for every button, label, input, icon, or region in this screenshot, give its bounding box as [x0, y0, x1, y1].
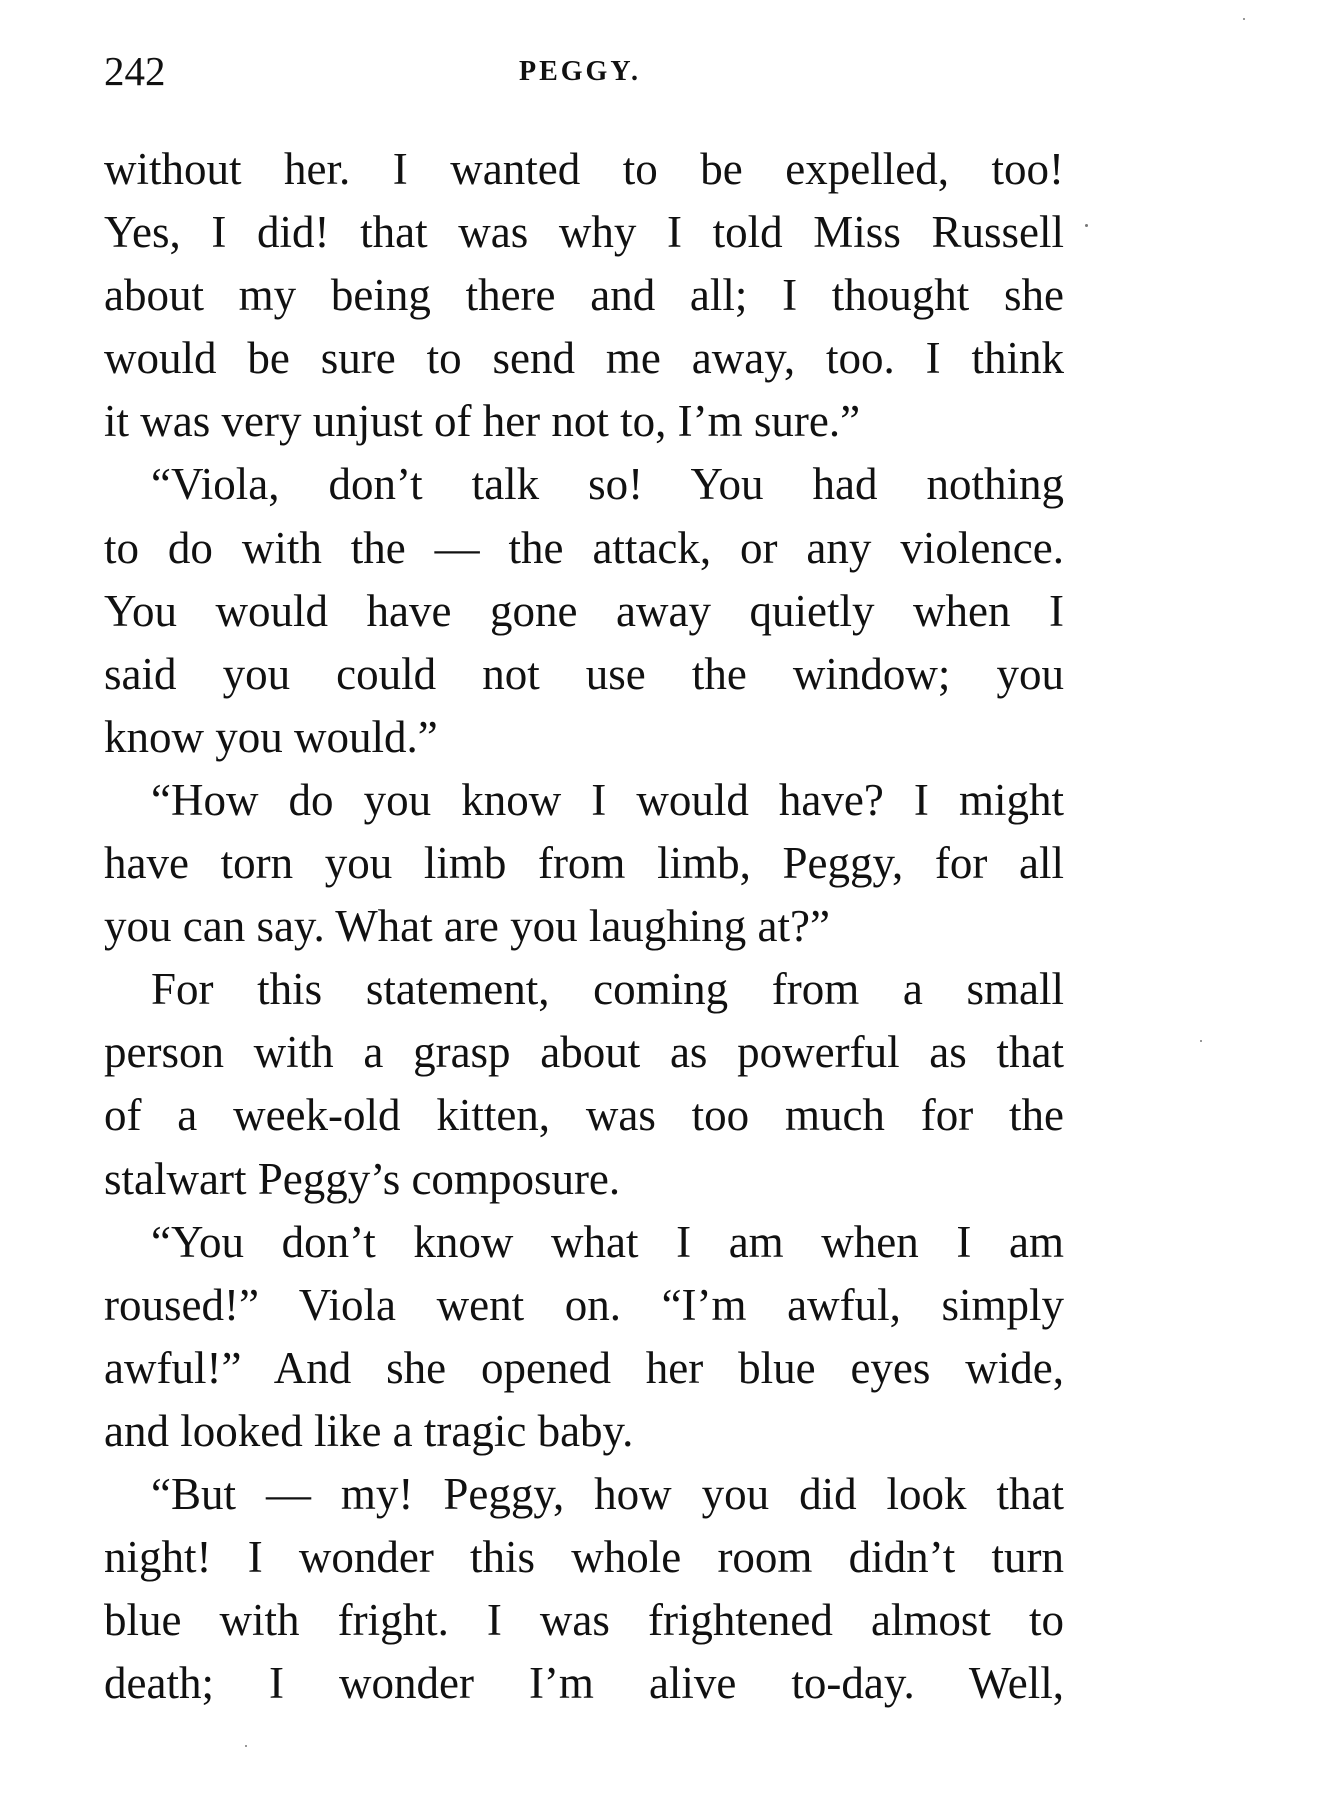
- text-line: death; I wonder I’m alive to-day. Well,: [104, 1658, 1064, 1709]
- text-line: stalwart Peggy’s composure.: [104, 1153, 621, 1204]
- text-line: about my being there and all; I thought she: [104, 270, 1064, 321]
- text-line: awful!” And she opened her blue eyes wide,: [104, 1342, 1064, 1393]
- text-line: said you could not use the window; you: [104, 648, 1064, 699]
- text-line: you can say. What are you laughing at?”: [104, 901, 830, 952]
- paper-speck: [1243, 18, 1245, 20]
- text-line: “You don’t know what I am when I am: [151, 1216, 1064, 1267]
- text-line: “But — my! Peggy, how you did look that: [151, 1468, 1064, 1519]
- text-line: it was very unjust of her not to, I’m sure.”: [104, 396, 861, 447]
- text-line: night! I wonder this whole room didn’t turn: [104, 1532, 1064, 1583]
- text-line: blue with fright. I was frightened almost to: [104, 1595, 1064, 1646]
- text-line: “Viola, don’t talk so! You had nothing: [151, 459, 1064, 510]
- text-line: would be sure to send me away, too. I think: [104, 333, 1064, 384]
- text-line: You would have gone away quietly when I: [104, 585, 1064, 636]
- running-title: PEGGY.: [519, 56, 641, 87]
- text-line: without her. I wanted to be expelled, too!: [104, 144, 1064, 194]
- text-line: have torn you limb from limb, Peggy, for all: [104, 838, 1064, 889]
- text-line: of a week-old kitten, was too much for the: [104, 1090, 1064, 1141]
- text-line: roused!” Viola went on. “I’m awful, simply: [104, 1279, 1064, 1330]
- paper-speck: [1200, 1040, 1202, 1042]
- body-text: [104, 138, 1064, 1715]
- text-line: person with a grasp about as powerful as that: [104, 1027, 1064, 1078]
- paper-speck: [1085, 224, 1088, 227]
- page-number: 242: [104, 48, 166, 94]
- text-line: For this statement, coming from a small: [151, 964, 1064, 1015]
- running-head: [104, 46, 1064, 96]
- text-line: and looked like a tragic baby.: [104, 1405, 634, 1456]
- text-line: “How do you know I would have? I might: [151, 774, 1064, 825]
- text-line: know you would.”: [104, 711, 438, 762]
- paper-speck: [245, 1745, 247, 1747]
- text-line: Yes, I did! that was why I told Miss Russell: [104, 207, 1064, 258]
- text-line: to do with the — the attack, or any violence.: [104, 522, 1064, 573]
